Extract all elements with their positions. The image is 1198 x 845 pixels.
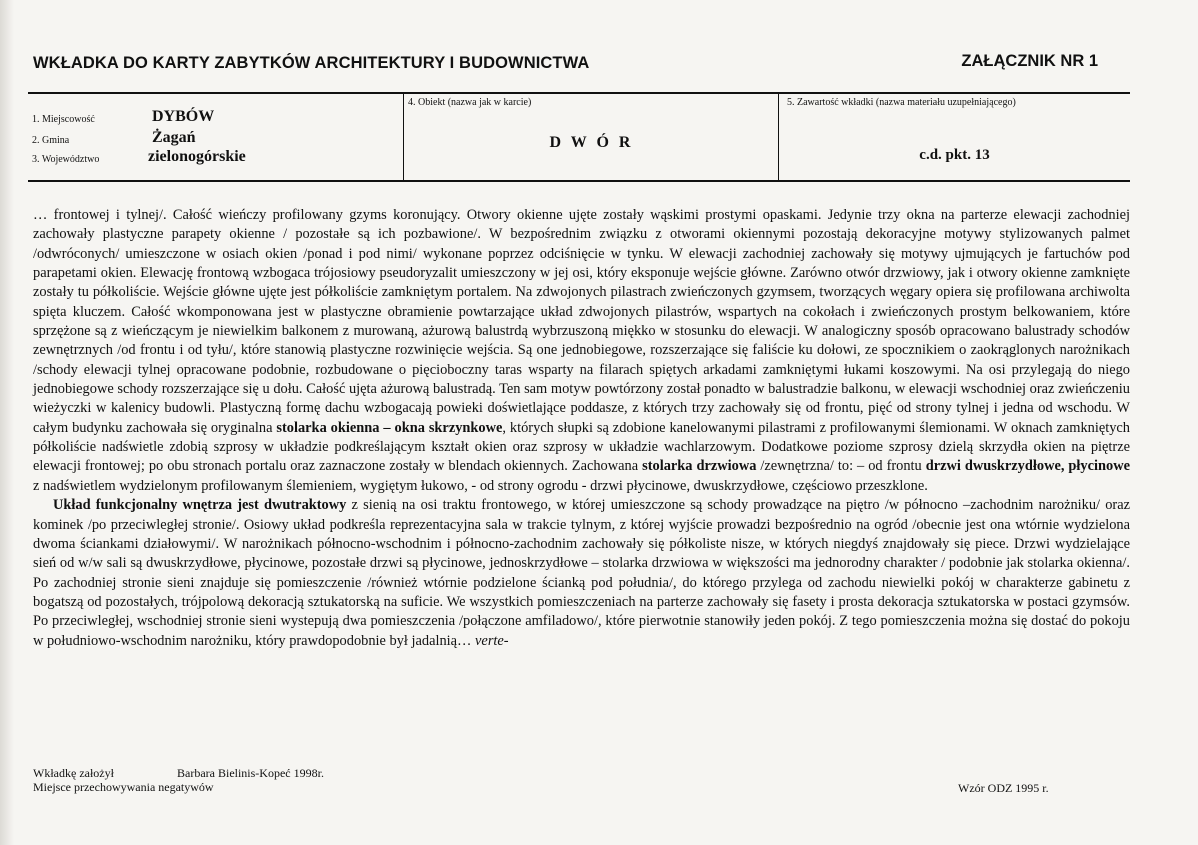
author-value: Barbara Bielinis-Kopeć 1998r. xyxy=(177,766,324,780)
object-column xyxy=(403,94,779,180)
description-text xyxy=(33,206,1130,651)
metadata-box xyxy=(28,92,1130,182)
annex-number: ZAŁĄCZNIK NR 1 xyxy=(961,52,1098,70)
document-title: WKŁADKA DO KARTY ZABYTKÓW ARCHITEKTURY I BUDOWNICTWA xyxy=(33,54,590,72)
scan-page-edge xyxy=(0,0,14,845)
object-value: D W Ó R xyxy=(549,134,634,151)
template-version: Wzór ODZ 1995 r. xyxy=(958,781,1049,795)
author-label: Wkładkę założył xyxy=(33,766,114,780)
object-label: 4. Obiekt (nazwa jak w karcie) xyxy=(408,97,532,108)
content-column xyxy=(778,94,1130,180)
storage-label: Miejsce przechowywania negatywów xyxy=(33,780,214,794)
locality-label: 1. Miejscowość xyxy=(32,114,95,125)
commune-value: Żagań xyxy=(152,129,196,146)
voivodeship-value: zielonogórskie xyxy=(148,148,246,165)
paragraph-exterior: … frontowej i tylnej/. Całość wieńczy profilowany gzyms koronujący. Otwory okienne ujęte zostały wąskimi prostymi opaskami. Jedynie trzy okna na parterze elewacji zachodniej zachowały plastyczne parapety okienne / pozostałe są ich pozbawione/. W bezpośrednim związku z otworami okiennymi pozostają dekoracyjne motywy stylizowanych palmet /odwróconych/ umieszczone w osiach okien /ponad i pod nimi/ wykonane poprzez odciśnięcie w tynku. W elewacji zachodniej zachowały się motywy ujmujących je fartuchów pod parapetami okien. Elewację frontową wzbogaca trójosiowy pseudoryzalit umieszczony w jej osi, który eksponuje wejście główne. Zarówno otwór drzwiowy, jak i otwory okienne zamknięte zostały tu półkoliście. Wejście główne ujęte jest półkoliście zamkniętym portalem. Na zdwojonych pilastrach zwieńczonych gzymsem, tworzących węgary opiera się profilowana archiwolta spięta kluczem. Całość wkomponowana jest w plastyczne obramienie powtarzające układ zdwojonych pilastrów, wspartych na cokołach i zwieńczonych prostym belkowaniem, które sprzężone są z wieńczącym je niewielkim balkonem z murowaną, ażurową balustrdą wybrzuszoną miękko w stosunku do elewacji. W analogiczny sposób opracowano balustrady schodów zewnętrznych /od frontu i od tyłu/, które stanowią plastyczne rozwinięcie wejścia. Są one jednobiegowe, rozszerzające się faliście ku dołowi, ze spocznikiem o zaokrąglonych narożnikach /schody elewacji tylnej opracowane podobnie, rozbudowane o pięcioboczny taras wsparty na filarach spiętych arkadami zamkniętymi łukami koszowymi. Na osi przylegają do niego jednobiegowe schody rozszerzające się u dołu. Całość ujęta ażurową balustradą. Ten sam motyw powtórzony został ponadto w balustradzie balkonu, w elewacji wschodniej oraz zwieńczeniu wieżyczki w kalenicy budowli. Plastyczną formę dachu wzbogacają powieki doświetlające poddasze, z których trzy zachowały się od frontu, pięć od strony tylnej i jedna od wschodu. W całym budynku zachowała się oryginalna stolarka okienna – okna skrzynkowe, których słupki są zdobione kanelowanymi pilastrami z profilowanymi ślemionami. W oknach zamkniętych półkoliście nadświetle zdobią szprosy w układzie podkreślającym kształt okien oraz szprosy w układzie wachlarzowym. Dodatkowe poziome szprosy dzielą skrzydła okien na piętrze elewacji frontowej; po obu stronach portalu oraz zaznaczone zostały w blendach okiennych. Zachowana stolarka drzwiowa /zewnętrzna/ to: – od frontu drzwi dwuskrzydłowe, płycinowe z nadświetlem wydzielonym profilowanym ślemieniem, wygiętym łukowo, - od strony ogrodu - drzwi płycinowe, dwuskrzydłowe, częściowo przeszklone. xyxy=(33,207,1130,494)
locality-value: DYBÓW xyxy=(152,108,215,125)
content-value: c.d. pkt. 13 xyxy=(919,147,990,163)
commune-label: 2. Gmina xyxy=(32,135,70,146)
voivodeship-label: 3. Województwo xyxy=(32,154,100,165)
content-label: 5. Zawartość wkładki (nazwa materiału uzupełniającego) xyxy=(787,97,1016,108)
location-column xyxy=(28,94,403,180)
paragraph-interior: Układ funkcjonalny wnętrza jest dwutraktowy z sienią na osi traktu frontowego, w której umieszczone są schody prowadzące na piętro /w północno –zachodnim narożniku/ oraz kominek /po przeciwległej stronie/. Osiowy układ podkreśla reprezentacyjna sala w trakcie tylnym, z której wyjście prowadzi bezpośrednio na ogród /obecnie jest ona wtórnie wydzielona dwoma ściankami działowymi/. W narożnikach północno-wschodnim i północno-zachodnim zachowały się półkoliste nisze, w których niegdyś znajdowały się piece. Drzwi wydzielające sień od w/w sali są dwuskrzydłowe, płycinowe, pozostałe drzwi są płycinowe, jednoskrzydłowe – stolarka drzwiowa w większości ma jednorodny charakter / podobnie jak stolarka okienna/. Po zachodniej stronie sieni znajduje się pomieszczenie /również wtórnie podzielone ścianką pod południa/, do którego przylega od zachodu niewielki pokój w charakterze gabinetu z bogatszą od pozostałych, trójpolową dekoracją sztukatorską na suficie. We wszystkich pomieszczeniach na parterze zachowały się fasety i prosta dekoracja sztukatorska w postaci gzymsów. Po przeciwległej, wschodniej stronie sieni wystepują dwa pomieszczenia /połączone amfiladowo/, które pierwotnie stanowiły jeden pokój. Z tego pomieszczenia można się dostać do pokoju w południowo-wschodnim narożniku, który prawdopodobnie był jadalnią… verte- xyxy=(33,497,1130,649)
